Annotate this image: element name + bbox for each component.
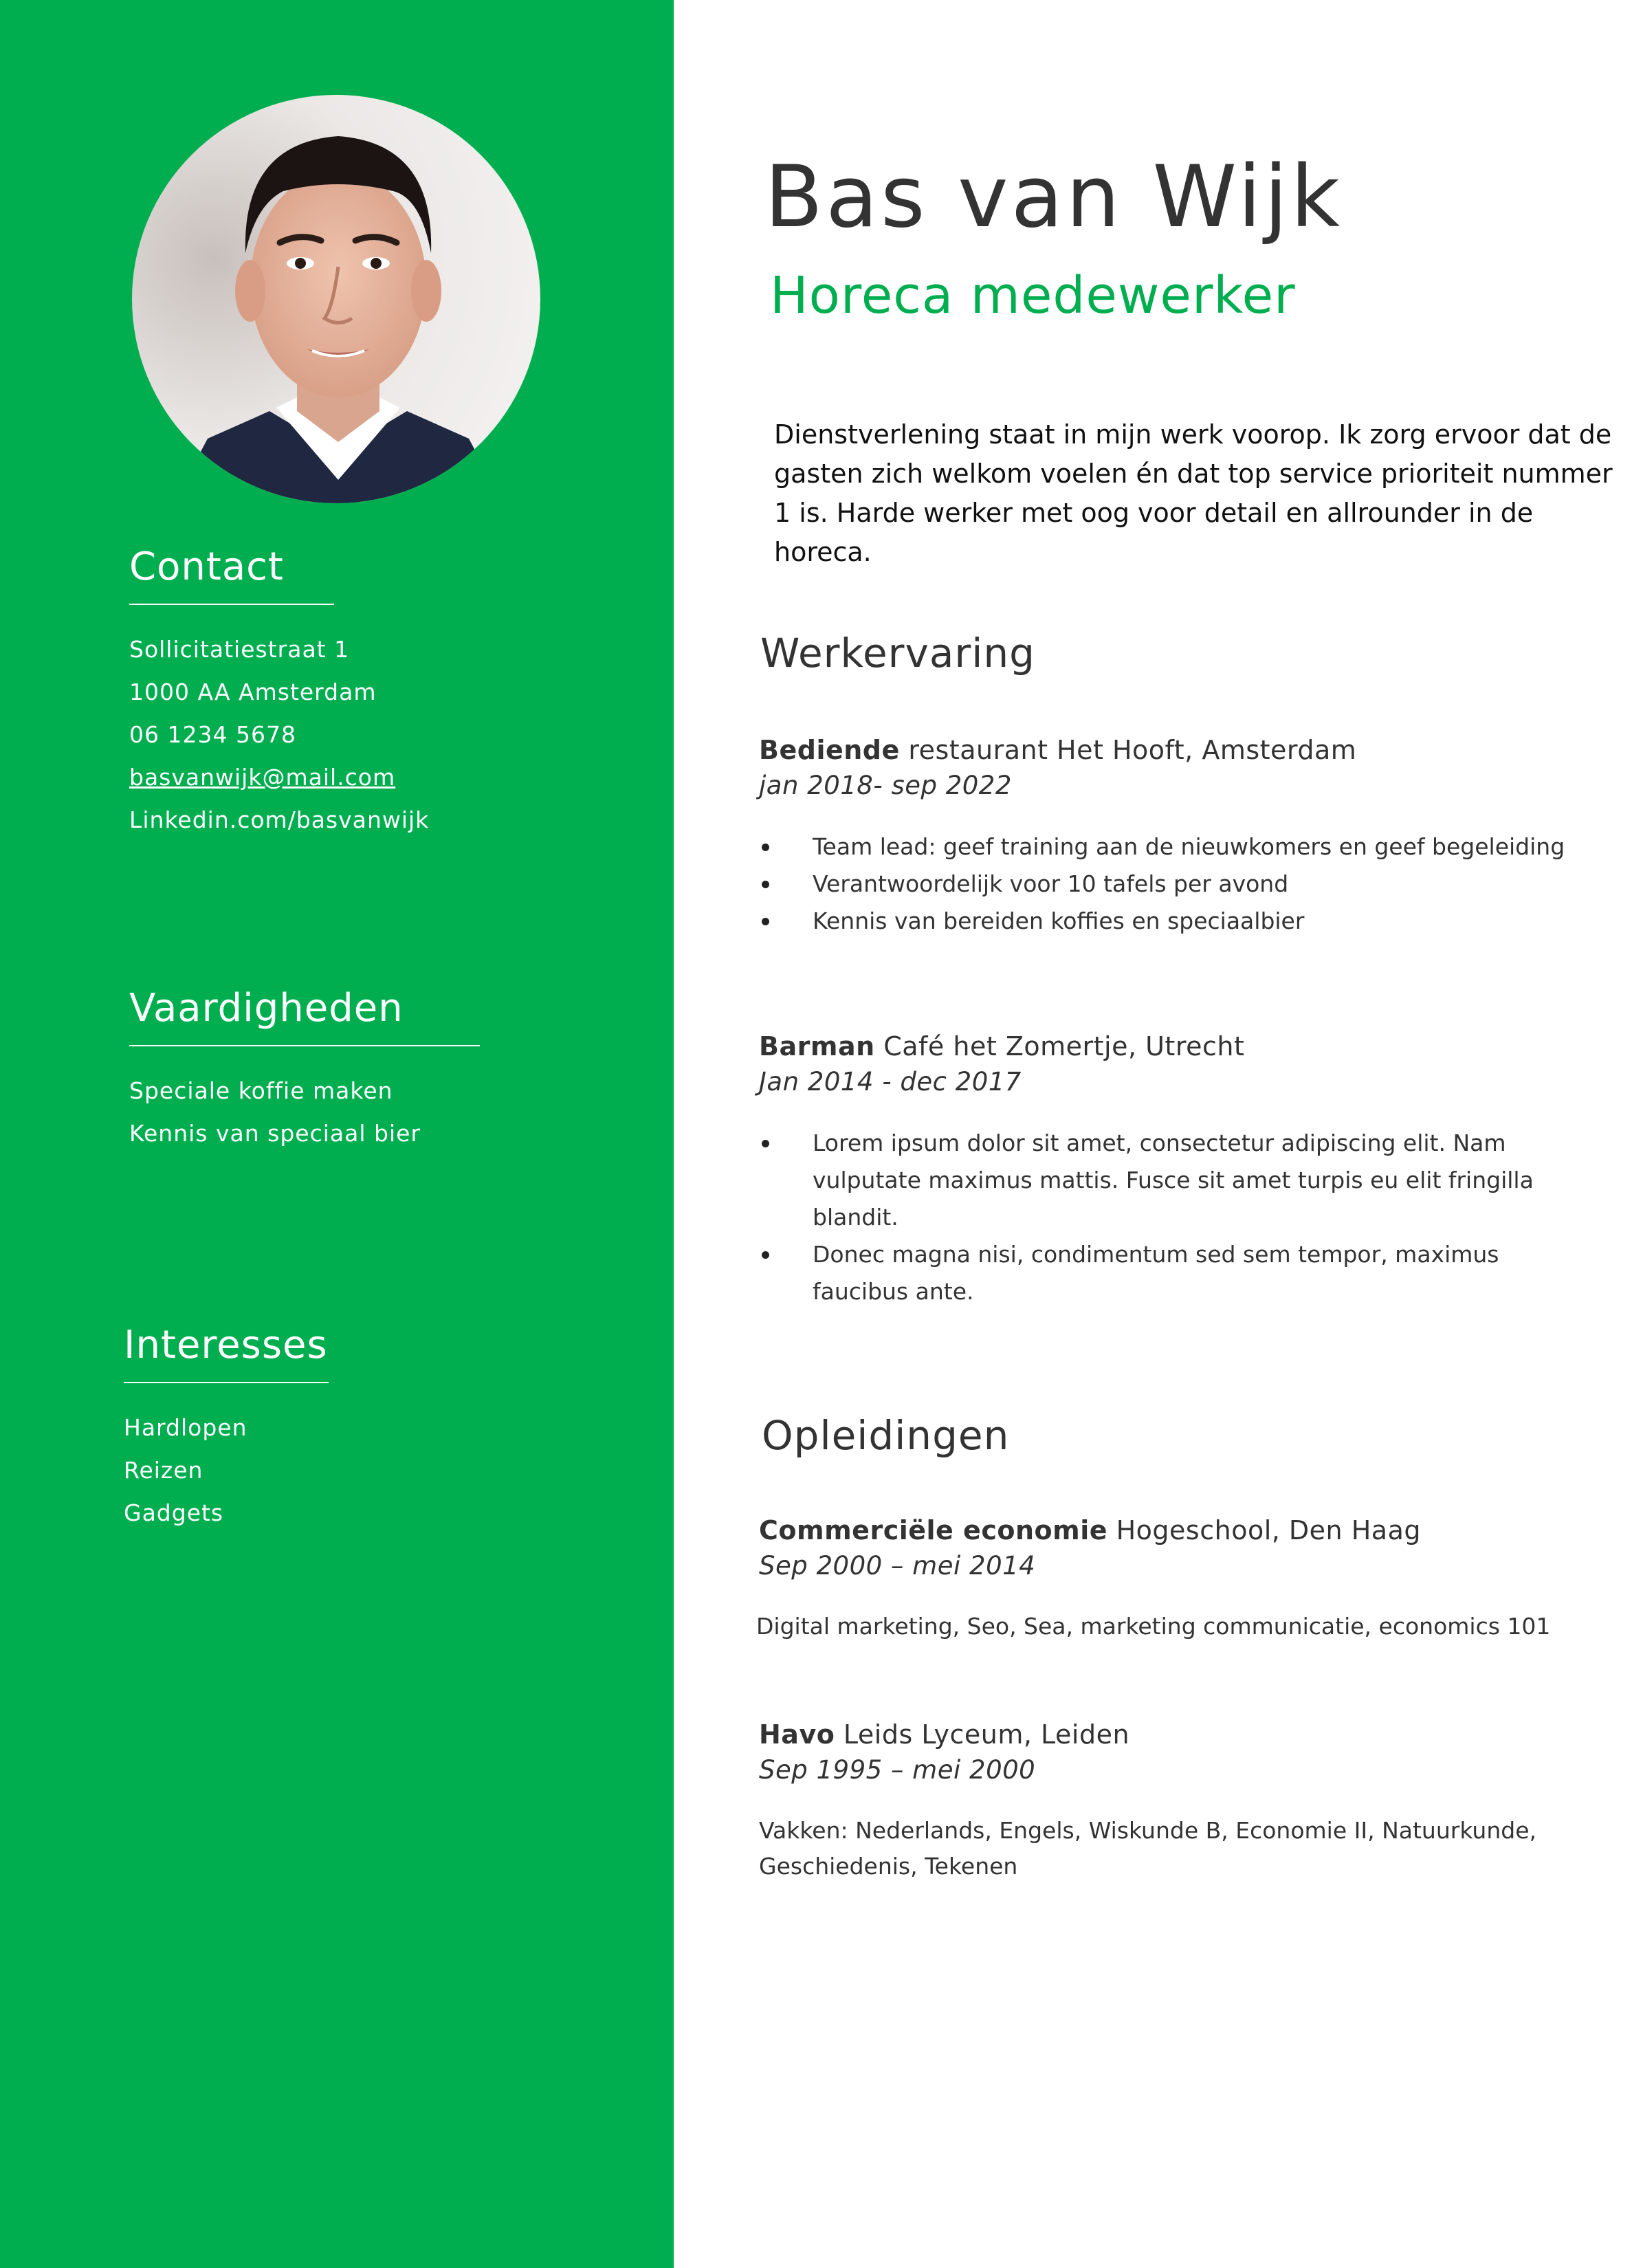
education-dates: Sep 1995 – mei 2000 (759, 1755, 1036, 1785)
job-entry (759, 1028, 1618, 1310)
job-heading (759, 1028, 1618, 1064)
education-description: Digital marketing, Seo, Sea, marketing communicatie, economics 101 (756, 1613, 1551, 1640)
education-heading-line (759, 1717, 1618, 1752)
contact-postal-city: 1000 AA Amsterdam (129, 679, 377, 705)
job-dates: jan 2018- sep 2022 (759, 771, 1012, 800)
job-bullets (759, 828, 1618, 940)
list-item: Lorem ipsum dolor sit amet, consectetur adipiscing elit. Nam vulputate maximus mattis. Fusce sit amet turpis eu elit fringilla blandit. (759, 1125, 1570, 1236)
profile-photo (132, 95, 540, 503)
candidate-name: Bas van Wijk (764, 148, 1343, 247)
interests-heading: Interesses (124, 1321, 329, 1383)
job-title: Horeca medewerker (770, 266, 1296, 325)
contact-list (129, 628, 429, 841)
skill-item: Kennis van speciaal bier (129, 1120, 421, 1147)
skills-heading: Vaardigheden (129, 984, 480, 1046)
education-heading-line (759, 1512, 1618, 1548)
contact-address: Sollicitatiestraat 1 (129, 636, 350, 663)
experience-heading: Werkervaring (760, 630, 1035, 676)
interest-item: Hardlopen (124, 1414, 247, 1441)
interests-section (124, 1321, 329, 1534)
job-bullets (759, 1125, 1570, 1310)
skills-section (129, 984, 480, 1155)
education-heading: Opleidingen (762, 1412, 1010, 1459)
job-heading (759, 732, 1618, 768)
interests-list (124, 1407, 329, 1534)
job-role: Barman (759, 1031, 875, 1061)
education-school: Hogeschool, Den Haag (1107, 1515, 1421, 1545)
contact-phone: 06 1234 5678 (129, 721, 296, 748)
list-item: Team lead: geef training aan de nieuwkomers en geef begeleiding (759, 828, 1618, 866)
contact-heading: Contact (129, 543, 334, 605)
skill-item: Speciale koffie maken (129, 1077, 393, 1104)
education-degree: Havo (759, 1719, 835, 1750)
education-dates: Sep 2000 – mei 2014 (759, 1551, 1036, 1581)
job-place: restaurant Het Hooft, Amsterdam (899, 735, 1357, 765)
skills-list (129, 1070, 480, 1155)
list-item: Verantwoordelijk voor 10 tafels per avond (759, 866, 1618, 903)
job-place: Café het Zomertje, Utrecht (874, 1031, 1245, 1061)
sidebar (0, 0, 674, 2268)
education-entry (759, 1717, 1618, 1884)
interest-item: Gadgets (124, 1499, 224, 1526)
list-item: Donec magna nisi, condimentum sed sem tempor, maximus faucibus ante. (759, 1236, 1570, 1310)
contact-email-link[interactable]: basvanwijk@mail.com (129, 764, 396, 791)
education-entry (756, 1512, 1618, 1644)
education-degree: Commerciële economie (759, 1515, 1108, 1545)
job-dates: Jan 2014 - dec 2017 (759, 1067, 1022, 1097)
main-content (674, 0, 1643, 2268)
interest-item: Reizen (124, 1457, 203, 1484)
list-item: Kennis van bereiden koffies en speciaalbier (759, 903, 1618, 940)
education-school: Leids Lyceum, Leiden (835, 1719, 1130, 1750)
education-description: Vakken: Nederlands, Engels, Wiskunde B, Economie II, Natuurkunde, Geschiedenis, Tekenen (759, 1817, 1536, 1880)
contact-section (129, 543, 429, 841)
intro-text: Dienstverlening staat in mijn werk voorop. Ik zorg ervoor dat de gasten zich welkom voelen én dat top service prioriteit nummer 1 is. Harde werker met oog voor detail en allrounder in de horeca. (774, 419, 1613, 567)
contact-linkedin: Linkedin.com/basvanwijk (129, 806, 430, 833)
job-entry (759, 732, 1618, 940)
job-role: Bediende (759, 735, 900, 765)
